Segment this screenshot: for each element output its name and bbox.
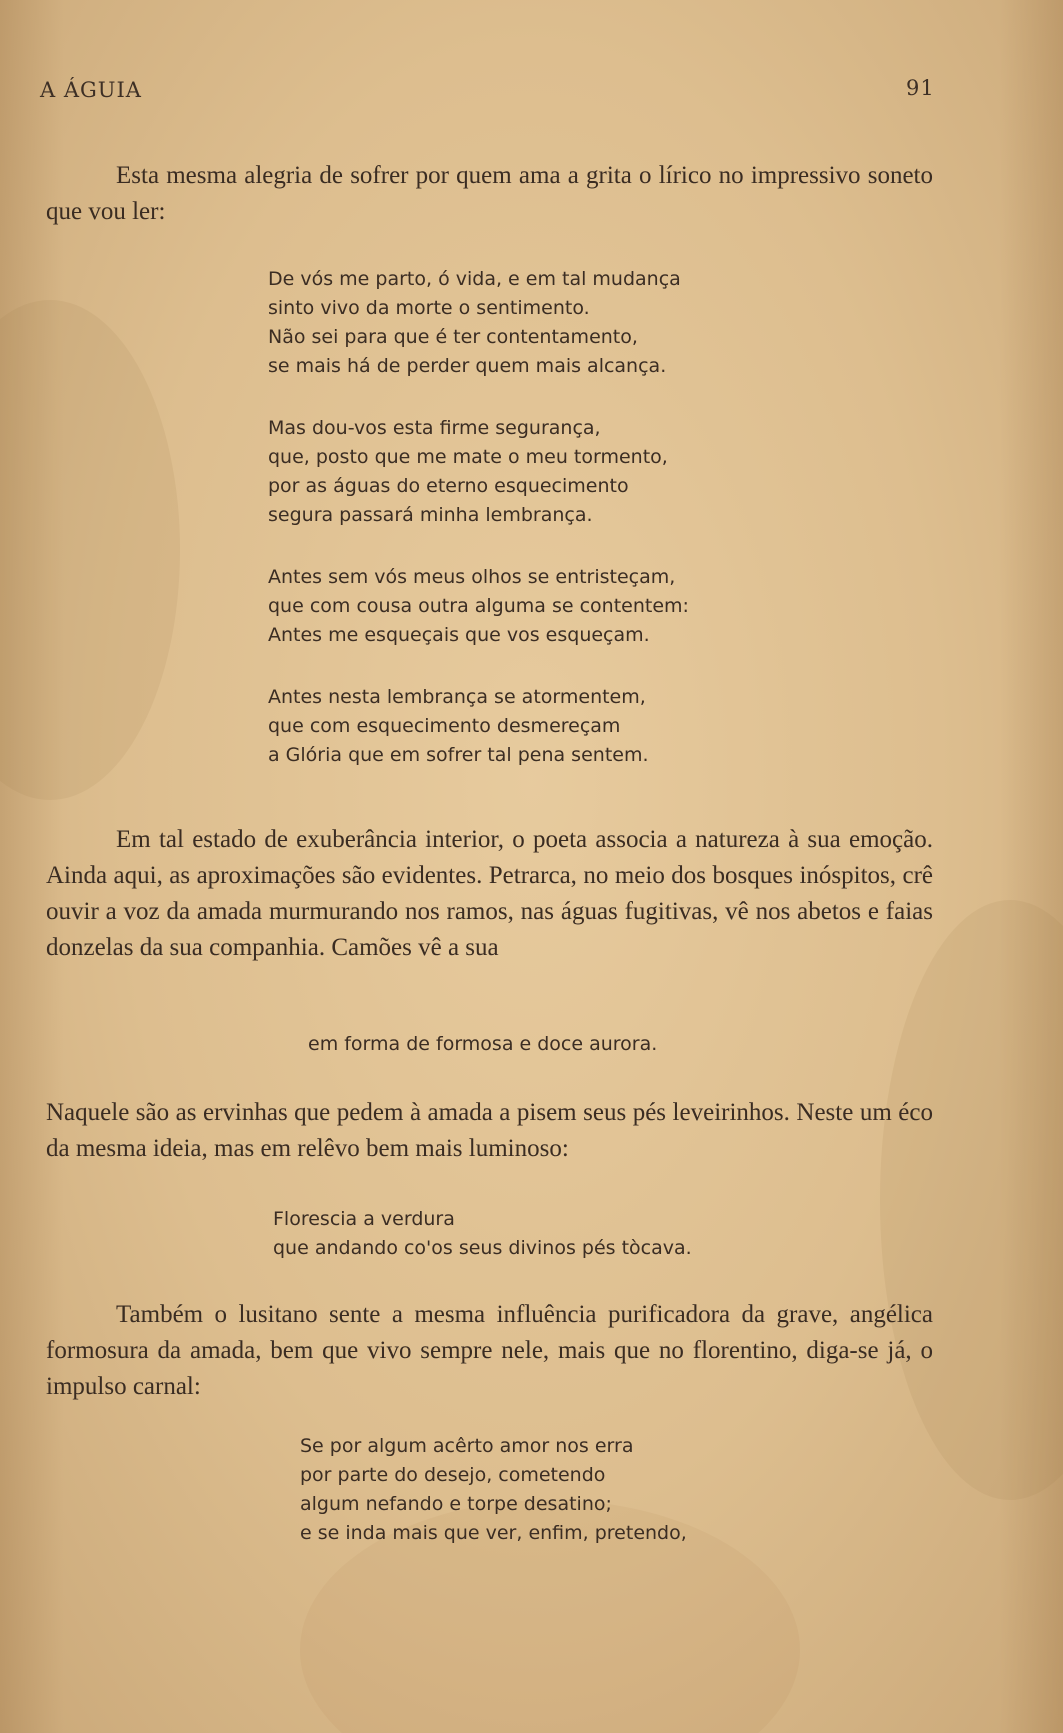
paragraph-text: Esta mesma alegria de sofrer por quem ama a grita o lírico no impressivo soneto que vou ler:: [46, 162, 933, 225]
verse-line: por parte do desejo, cometendo: [300, 1464, 606, 1486]
running-head-title: A ÁGUIA: [40, 78, 142, 102]
quote-amor: [300, 1432, 687, 1548]
verse-line: que andando co'os seus divinos pés tòcava.: [273, 1237, 692, 1259]
verse-line: e se inda mais que ver, enfim, pretendo,: [300, 1522, 687, 1544]
quote-verdura: [273, 1205, 692, 1263]
paper-stain: [0, 300, 180, 800]
paper-stain: [880, 900, 1063, 1500]
paragraph-text: Em tal estado de exuberância interior, o poeta associa a natureza à sua emoção. Ainda aqui, as aproximações são evidentes. Petrarca, no meio dos bosques inóspitos, crê ouvir a voz da amada murmurando nos ramos, nas águas fugitivas, vê nos abetos e faias donzelas da sua companhia. Camões vê a sua: [46, 826, 933, 961]
verse-line: Mas dou-vos esta firme segurança,: [268, 417, 601, 439]
verse-line: que com esquecimento desmereçam: [268, 715, 621, 737]
verse-line: a Glória que em sofrer tal pena sentem.: [268, 744, 649, 766]
verse-line: se mais há de perder quem mais alcança.: [268, 355, 667, 377]
verse-line: De vós me parto, ó vida, e em tal mudança: [268, 268, 681, 290]
paragraph-text: Naquele são as ervinhas que pedem à amada a pisem seus pés leveirinhos. Neste um éco da mesma ideia, mas em relêvo bem mais luminoso:: [46, 1099, 933, 1162]
verse-line: Antes nesta lembrança se atormentem,: [268, 686, 646, 708]
verse-line: por as águas do eterno esquecimento: [268, 475, 629, 497]
verse-line: Não sei para que é ter contentamento,: [268, 326, 638, 348]
paragraph-lusitano: [46, 1297, 933, 1405]
verse-line: Antes sem vós meus olhos se entristeçam,: [268, 566, 676, 588]
page-number: 91: [906, 76, 935, 100]
paragraph-nature: [46, 822, 933, 966]
quote-aurora: [308, 1030, 657, 1059]
verse-line: que com cousa outra alguma se contentem:: [268, 595, 689, 617]
verse-line: Antes me esqueçais que vos esqueçam.: [268, 624, 650, 646]
paragraph-text: Também o lusitano sente a mesma influência purificadora da grave, angélica formosura da amada, bem que vivo sempre nele, mais que no florentino, diga-se já, o impulso carnal:: [46, 1301, 933, 1400]
verse-line: que, posto que me mate o meu tormento,: [268, 446, 668, 468]
verse-line: algum nefando e torpe desatino;: [300, 1493, 612, 1515]
sonnet-stanza-2: [268, 414, 689, 530]
paragraph-intro: [46, 158, 933, 230]
verse-line: Florescia a verdura: [273, 1208, 455, 1230]
verse-line: segura passará minha lembrança.: [268, 504, 593, 526]
sonnet-stanza-3: [268, 563, 689, 650]
verse-line: Se por algum acêrto amor nos erra: [300, 1435, 634, 1457]
verse-line: sinto vivo da morte o sentimento.: [268, 297, 590, 319]
sonnet-stanza-1: [268, 265, 689, 381]
verse-line: em forma de formosa e doce aurora.: [308, 1033, 658, 1055]
sonnet: [268, 265, 689, 803]
sonnet-stanza-4: [268, 683, 689, 770]
paragraph-ervinhas: [46, 1095, 933, 1167]
